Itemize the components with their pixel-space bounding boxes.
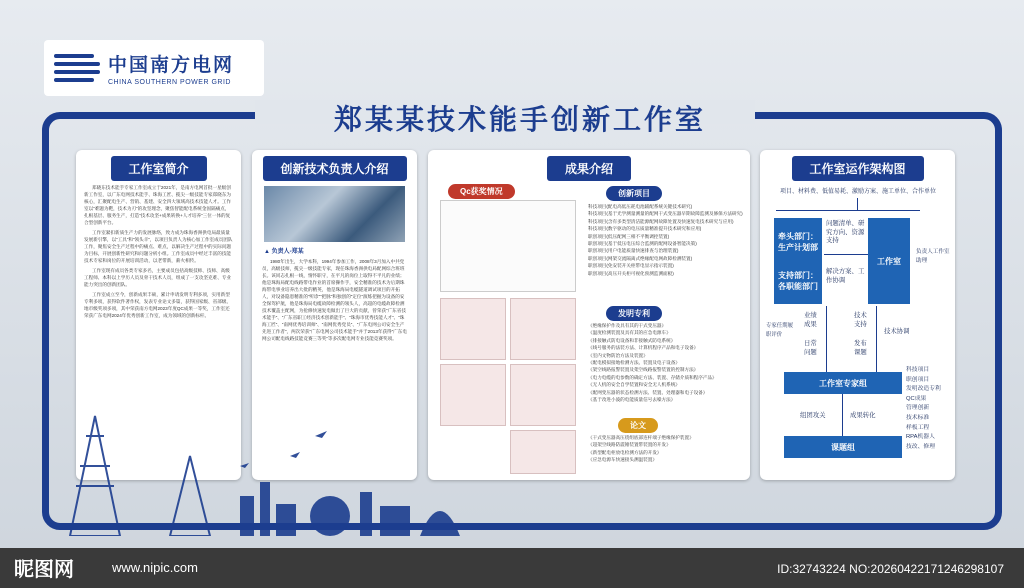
list-item: 技术标准 <box>906 414 930 421</box>
patent-list <box>588 322 746 403</box>
lead-dept: 牵头部门：生产计划部 <box>778 231 818 252</box>
intro-paragraph: 工作室现有成员各类专家多名，主要成员包括高级技师、技师、高级工程师、本科以上学历人员及骨干技术人员，组成了一支攻坚克难、专业能力突出的创新团队。 <box>84 268 232 287</box>
panel-structure-title: 工作室运作架构图 <box>791 156 923 181</box>
list-item: 《新型配电柜放电检测方法的开发》 <box>588 449 662 455</box>
flow-label: 技术支持 <box>854 312 867 328</box>
certificate-image <box>510 430 576 474</box>
section-label: 发明专利 <box>606 306 662 321</box>
flow-label: 成果转化 <box>850 412 876 419</box>
certificate-image <box>440 200 576 292</box>
list-item: 科技项目(基于光学测量测量的配网干式变压器早期故障监测及修保方法研究) <box>588 211 743 217</box>
arrow-right-icon <box>824 254 868 255</box>
watermark-url: www.nipic.com <box>112 560 198 575</box>
list-item: 职创项目(低压配网三相不平衡调控装置) <box>588 233 670 239</box>
connector-line <box>842 394 843 436</box>
panel-intro-title: 工作室简介 <box>110 156 206 181</box>
panel-results-title: 成果介绍 <box>547 156 631 181</box>
flow-label: 日常问题 <box>804 340 817 356</box>
panel-structure <box>760 150 955 480</box>
top-label: 项目、材料费、低值易耗、激励方案、施工单位、合作单位 <box>779 189 936 195</box>
flow-label: 组团攻关 <box>800 412 826 419</box>
studio-box: 工作室 <box>868 218 910 304</box>
connector-line <box>857 198 858 210</box>
list-item: 《无人机的安全自学装置和安全无人机系统》 <box>588 382 680 388</box>
logo <box>44 40 264 96</box>
city-skyline-graphic <box>40 396 470 536</box>
list-item: 科技项目(含有多类型清洁能源配网故障处置及快速复电技术研究与应用) <box>588 218 734 224</box>
grid-logo-icon <box>54 50 100 86</box>
dept-box <box>774 218 822 304</box>
triangle-icon: ▲ <box>264 249 272 255</box>
connector-line <box>776 210 920 211</box>
project-list <box>588 203 746 277</box>
list-item: 《绝缘保护作及具有其的干式变压器》 <box>588 323 667 328</box>
list-item: 《干式变压器高压绕组底部连杆端子绝缘保护装置》 <box>588 435 694 440</box>
flow-label: 专家任期履职评价 <box>766 323 793 338</box>
project-group-box: 课题组 <box>784 436 902 458</box>
list-item: 职创项目(基于低压电压综合监测的配网设备智能决策) <box>588 241 697 247</box>
leader-photo <box>264 186 405 242</box>
list-item: 《基于改进小波的电能质量信号去噪方法》 <box>588 397 676 403</box>
list-item: 《架空线路报警装置及架空线路报警装置的控制方法》 <box>588 367 699 373</box>
list-item: 《超架空线路防震锤装置带装置的开发》 <box>588 442 671 448</box>
main-title: 郑某某技术能手创新工作室 <box>333 104 706 135</box>
section-label: 论文 <box>618 418 658 433</box>
list-item: 发明改造专利 <box>906 386 941 393</box>
intro-paragraph: 工作室成立至今，创新成果丰硕，累计申请发明专利多项，实用新型专利多项，获得软件著作权，发表专业论文多篇，获得国家级、省部级、地市级奖项多项，其中荣获南方电网2023年度QC成果一等奖，工作室还荣获广东电网2024年优秀创新工作室，成为领域的创新标杆。 <box>84 292 232 318</box>
list-item: RPA机器人 <box>906 434 935 441</box>
list-item: 职创项目(用户电能质量快速排查与治理装置) <box>588 248 679 254</box>
list-item: 《温度检测装置及具有其的应急电源车》 <box>588 330 671 336</box>
list-item: QC成果 <box>906 395 927 402</box>
intro-paragraph: 郑晓东技术能手专家工作室成立于2021年，是南方电网首批一星级创新工作室，以广东电网技术能手、珠海工匠、揽尖一级技能专家郑晓东为核心，汇聚配电生产、营销、基建、安全四大领域高技术技能人才。工作室以“难题为靶，技术为刃”的攻坚理念，聚焦智能配电系统金固隔痛点，扎根基层、服务生产，打造“技术攻坚+成果转换+人才培养”三位一体的复合型创新平台。 <box>84 185 232 225</box>
certificate-image <box>440 298 506 360</box>
list-item: 《配网变压器的状态检测方法、装置、处理器和电子设备》 <box>588 389 708 395</box>
panel-results <box>428 150 750 480</box>
list-item: 职创项目 <box>906 376 930 383</box>
list-item: 科技项目 <box>906 367 930 373</box>
leader-bio: 1980年出生，大学本科，1994年参加工作，2008年3月加入中共党员，高级技师，揽尖一级技能专家，现任珠海香洲供电局配网综合班班长。该同志扎根一线，情怀职守，在平凡的岗位上取得不平凡的业绩；他是珠海局配电线路带电作业的首席操作手，安全精准的技术为后期珠海带电事业培养出大批的精英，他是珠海局电缆隧道调试项目的开拓人，对设备隐患精准的“听诊”“把脉”和独创的“定位”演练把握为设备的安全保驾护航，他是珠海局电缆故障检测的领头人，高超的电缆故障检测技术覆盖主配网，为抢修快速复电做出了巨大的贡献，曾荣获“广东省技术能手”、“广东省职工经济技术创新能手”、“珠海市优秀技能人才”、“珠海工匠”、“南网优秀培训师”、“南网优秀党员”、“广东电网公司安全生产先进工作者”，两次荣获“广东电网公司技术能手”并于2013年获得“广东电网公司配电线路技能竞赛三等奖”等多次配电网专业技能竞赛奖项。 <box>262 259 407 341</box>
list-item: 《应急电源车快速接头测温装置》 <box>588 457 657 463</box>
logo-en: CHINA SOUTHERN POWER GRID <box>108 79 231 86</box>
connector-line <box>876 306 877 372</box>
intro-paragraph: 工作室紧扣新质生产力的发展脉络，致力成为珠海香洲供电局最质量发展新引擎，以“工具”和“领头羊”，以项目负责人为核心加工作室成员团队工作，聚焦安全生产过程中的痛点、难点，以解决生产过程中的实际问题为目标，开展创新性研究和问题分析小组。工作室成员中经过丰富的技能技术专家和岗位的开展培训活动，以老带新，薪火相传。 <box>84 230 233 263</box>
flow-label: 技术协调 <box>884 328 910 335</box>
list-item: 《排接触式防电设备和非接触式防电系统》 <box>588 337 676 343</box>
list-item: 《线号服务的法装方法、计算机程序产品和电子设备》 <box>588 345 699 351</box>
leader-name: 负责人-郑某 <box>271 249 304 255</box>
list-item: 《室内文物防治方法及装置》 <box>588 352 648 358</box>
list-item: 《电力电缆的电参数的确定方法、装置、存储介质和程序产品》 <box>588 374 717 380</box>
expert-group-box: 工作室专家组 <box>784 372 902 394</box>
connector-line <box>826 306 827 372</box>
list-item: 《配电模拟接地检测方法、装置及电子设备》 <box>588 360 680 366</box>
list-item: 科技项目(配电高低压耗电池辅配系统关键技术研究) <box>588 204 693 209</box>
output-list <box>906 366 954 452</box>
paper-list <box>588 434 746 464</box>
flow-label: 发布课题 <box>854 340 867 356</box>
list-item: 职创项目(高压开关柜可视化预测监测面板) <box>588 270 674 276</box>
list-item: 样板工程 <box>906 424 930 431</box>
certificate-image <box>510 364 576 426</box>
list-item: 管理创新 <box>906 405 930 412</box>
qc-label: Qc获奖情况 <box>448 184 515 199</box>
flow-label: 解决方案、工作协调 <box>826 268 865 284</box>
list-item: 职创项目(免安装开关柜带电显示指示装置) <box>588 263 674 269</box>
list-item: 科技项目(数字驱动的电压质量精准提升技术研究和应用) <box>588 226 702 232</box>
logo-cn: 中国南方电网 <box>108 55 235 76</box>
list-item: 技改、修理 <box>906 443 935 450</box>
certificate-image <box>510 298 576 360</box>
watermark-id: ID:32743224 NO:20260422171246298107 <box>777 562 1004 576</box>
panel-leader-title: 创新技术负责人介绍 <box>262 156 406 181</box>
section-label: 创新项目 <box>606 186 662 201</box>
flow-label: 业绩成果 <box>804 312 817 328</box>
flow-label: 负责人工作室助理 <box>916 249 950 264</box>
watermark-site: 昵图网 <box>14 557 74 581</box>
flow-label: 问题清单、研究方向、资源支持 <box>826 220 865 244</box>
support-dept: 支持部门：各职能部门 <box>778 270 818 291</box>
list-item: 职创项目(网架交流隔离式绝缘配电网故障检测装置) <box>588 255 693 261</box>
